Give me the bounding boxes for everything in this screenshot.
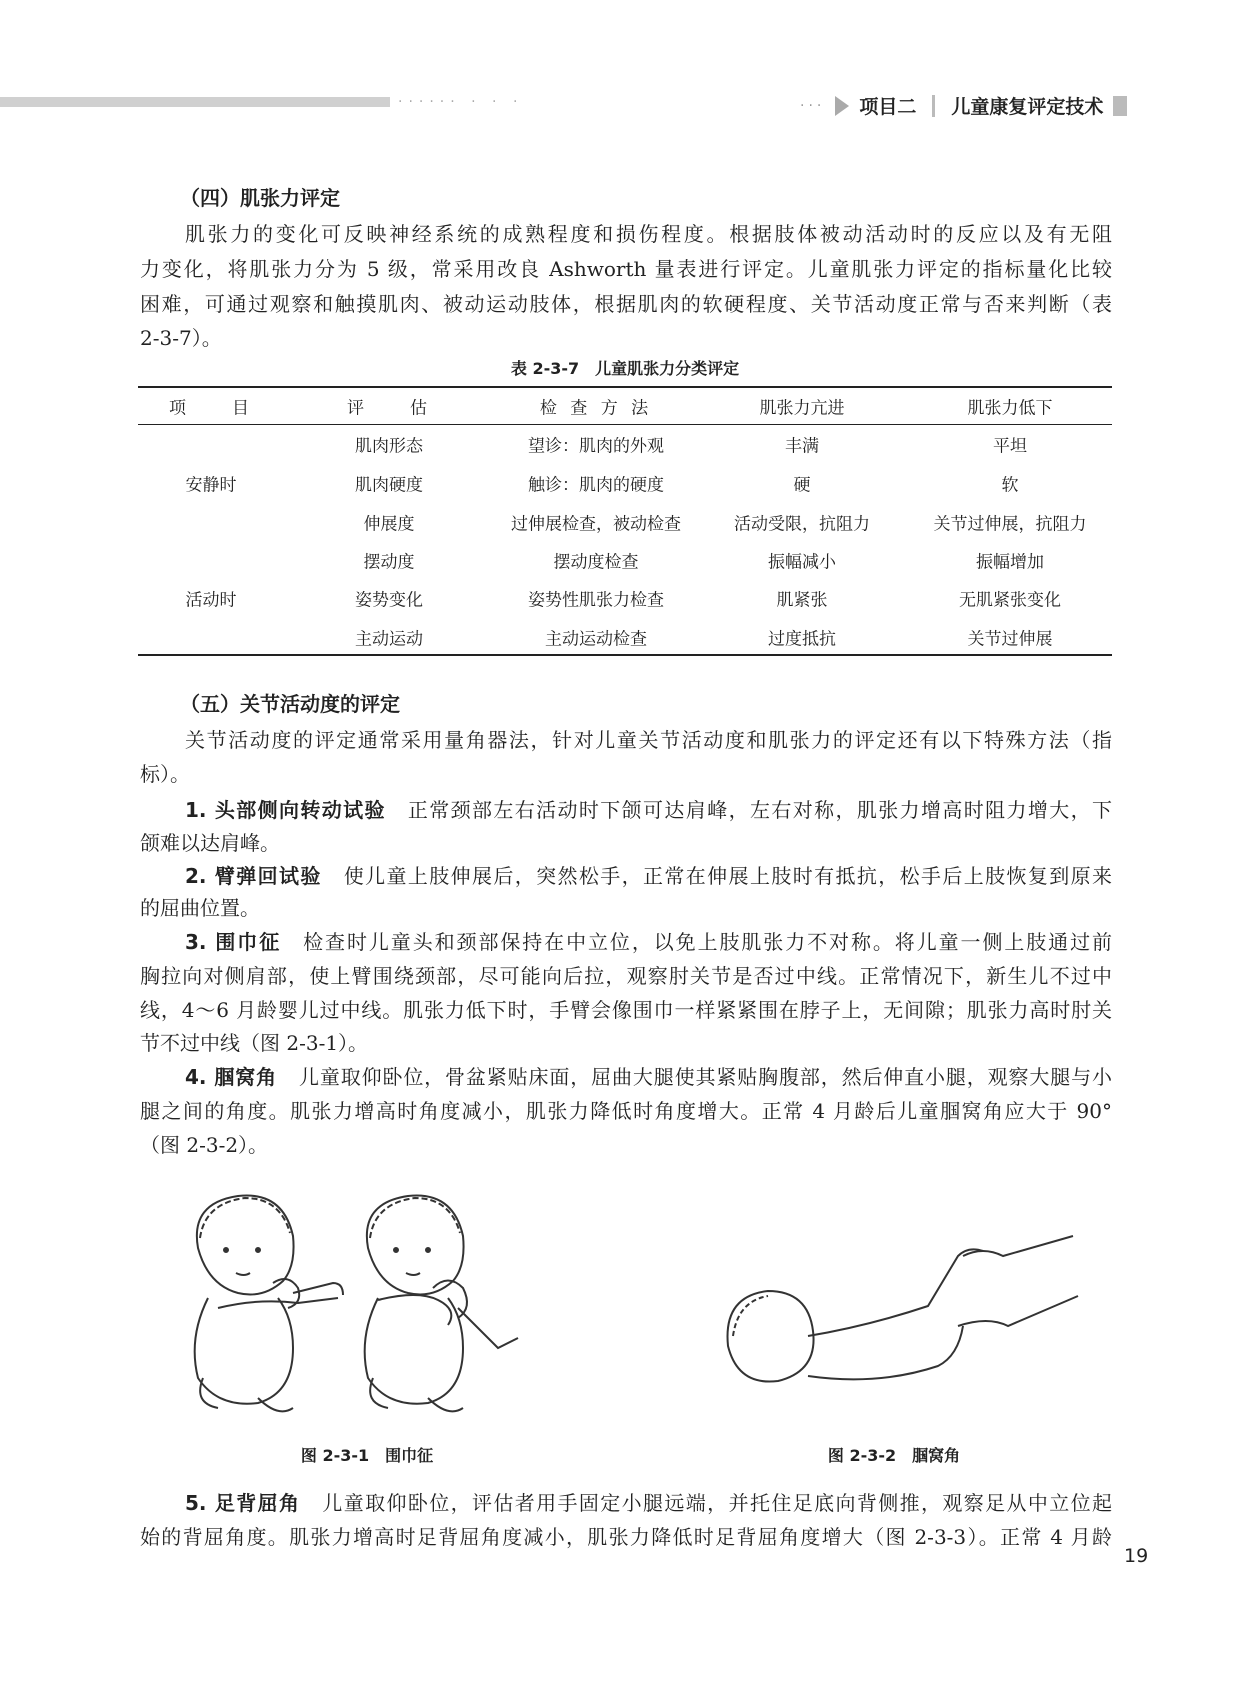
table-cell: 硬 xyxy=(793,475,811,496)
header-dots: ······ · · · xyxy=(398,94,524,110)
arrow-icon xyxy=(835,96,849,116)
header-dots-right: ··· xyxy=(800,97,826,114)
item-line xyxy=(185,1491,1112,1515)
item-line xyxy=(185,798,1112,822)
item-text: 检查时儿童头和颈部保持在中立位，以免上肢肌张力不对称。将儿童一侧上肢通过前 xyxy=(303,930,1113,954)
group-cell: 活动时 xyxy=(185,590,237,611)
item-text: 正常颈部左右活动时下颌可达肩峰，左右对称，肌张力增高时阻力增大，下 xyxy=(407,798,1112,822)
table-cell: 主动运动 xyxy=(355,629,423,650)
item-title: 3. 围巾征 xyxy=(185,930,282,954)
header-section: 项目二 xyxy=(859,96,917,118)
item-line: （图 2-3-2）。 xyxy=(140,1133,269,1157)
scarf-sign-illustration xyxy=(178,1188,568,1428)
table-header-rule xyxy=(138,424,1112,425)
table-cell: 主动运动检查 xyxy=(545,629,647,650)
item-line xyxy=(185,864,1112,888)
item-text: 儿童取仰卧位，评估者用手固定小腿远端，并托住足底向背侧推，观察足从中立位起 xyxy=(322,1491,1112,1515)
table-cell: 丰满 xyxy=(785,436,819,457)
item-line xyxy=(185,930,1112,954)
figure-caption: 图 2-3-1 围巾征 xyxy=(300,1446,434,1465)
section-heading-4: （四）肌张力评定 xyxy=(180,186,340,210)
paragraph-line: 困难，可通过观察和触摸肌肉、被动运动肢体，根据肌肉的软硬程度、关节活动度正常与否来判断（表 xyxy=(140,292,1112,316)
paragraph-line: 力变化，将肌张力分为 5 级，常采用改良 Ashworth 量表进行评定。儿童肌张力评定的指标量化比较 xyxy=(140,257,1112,281)
header-title: 儿童康复评定技术 xyxy=(951,96,1104,118)
table-cell: 软 xyxy=(1001,475,1019,496)
table-cell: 肌肉硬度 xyxy=(355,475,423,496)
page-number: 19 xyxy=(1124,1545,1149,1567)
group-cell: 安静时 xyxy=(185,475,237,496)
table-cell: 无肌紧张变化 xyxy=(959,590,1061,611)
item-text: 使儿童上肢伸展后，突然松手，正常在伸展上肢时有抵抗，松手后上肢恢复到原来 xyxy=(343,864,1112,888)
table-cell: 活动受限，抗阻力 xyxy=(734,514,870,535)
item-title: 1. 头部侧向转动试验 xyxy=(185,798,386,822)
item-line: 颌难以达肩峰。 xyxy=(140,831,280,855)
table-cell: 触诊：肌肉的硬度 xyxy=(528,475,664,496)
table-cell: 过伸展检查，被动检查 xyxy=(511,514,681,535)
column-header: 肌张力低下 xyxy=(967,398,1053,419)
baby-figure-right xyxy=(365,1196,518,1412)
item-title: 5. 足背屈角 xyxy=(185,1491,301,1515)
paragraph-line: 肌张力的变化可反映神经系统的成熟程度和损伤程度。根据肢体被动活动时的反应以及有无阻 xyxy=(185,222,1112,246)
table-cell: 振幅减小 xyxy=(768,552,836,573)
column-header: 检 查 方 法 xyxy=(539,398,653,419)
header-bar xyxy=(0,97,390,107)
table-cell: 平坦 xyxy=(993,436,1027,457)
table-cell: 姿势变化 xyxy=(355,590,423,611)
table-cell: 振幅增加 xyxy=(976,552,1044,573)
table-cell: 伸展度 xyxy=(363,514,415,535)
table-cell: 摆动度 xyxy=(363,552,415,573)
header-square-icon xyxy=(1113,96,1127,116)
header-divider xyxy=(932,95,935,117)
item-line: 线，4～6 月龄婴儿过中线。肌张力低下时，手臂会像围巾一样紧紧围在脖子上，无间隙；肌张力高时肘关 xyxy=(140,998,1112,1022)
section-heading-5: （五）关节活动度的评定 xyxy=(180,692,400,716)
table-cell: 姿势性肌张力检查 xyxy=(528,590,664,611)
table-caption: 表 2-3-7 儿童肌张力分类评定 xyxy=(510,359,740,378)
popliteal-angle-illustration xyxy=(718,1226,1088,1426)
item-line: 始的背屈角度。肌张力增高时足背屈角度减小，肌张力降低时足背屈角度增大（图 2-3-3）。正常 4 月龄 xyxy=(140,1525,1112,1549)
item-line xyxy=(185,1065,1112,1089)
item-line: 节不过中线（图 2-3-1）。 xyxy=(140,1031,369,1055)
column-header: 肌张力亢进 xyxy=(759,398,845,419)
table-cell: 肌紧张 xyxy=(776,590,828,611)
table-cell: 肌肉形态 xyxy=(355,436,423,457)
baby-figure-left xyxy=(195,1196,343,1412)
item-line: 腿之间的角度。肌张力增高时角度减小，肌张力降低时角度增大。正常 4 月龄后儿童腘窝角应大于 90° xyxy=(140,1099,1112,1123)
figure-caption: 图 2-3-2 腘窝角 xyxy=(827,1446,961,1465)
table-cell: 摆动度检查 xyxy=(553,552,639,573)
table-cell: 关节过伸展，抗阻力 xyxy=(933,514,1087,535)
item-line: 的屈曲位置。 xyxy=(140,896,260,920)
table-cell: 望诊：肌肉的外观 xyxy=(528,436,664,457)
table-cell: 关节过伸展 xyxy=(967,629,1053,650)
table-cell: 过度抵抗 xyxy=(768,629,836,650)
paragraph-line: 关节活动度的评定通常采用量角器法，针对儿童关节活动度和肌张力的评定还有以下特殊方法（指 xyxy=(185,728,1112,752)
paragraph-line: 2-3-7）。 xyxy=(140,326,222,350)
item-line: 胸拉向对侧肩部，使上臂围绕颈部，尽可能向后拉，观察肘关节是否过中线。正常情况下，新生儿不过中 xyxy=(140,964,1112,988)
paragraph-line: 标）。 xyxy=(140,762,190,786)
table-top-rule xyxy=(138,386,1112,388)
column-header: 项 目 xyxy=(169,398,253,419)
item-title: 2. 臂弹回试验 xyxy=(185,864,322,888)
running-header xyxy=(800,92,1127,119)
item-text: 儿童取仰卧位，骨盆紧贴床面，屈曲大腿使其紧贴胸腹部，然后伸直小腿，观察大腿与小 xyxy=(298,1065,1113,1089)
column-header: 评 估 xyxy=(347,398,431,419)
table-bottom-rule xyxy=(138,654,1112,656)
item-title: 4. 腘窝角 xyxy=(185,1065,277,1089)
